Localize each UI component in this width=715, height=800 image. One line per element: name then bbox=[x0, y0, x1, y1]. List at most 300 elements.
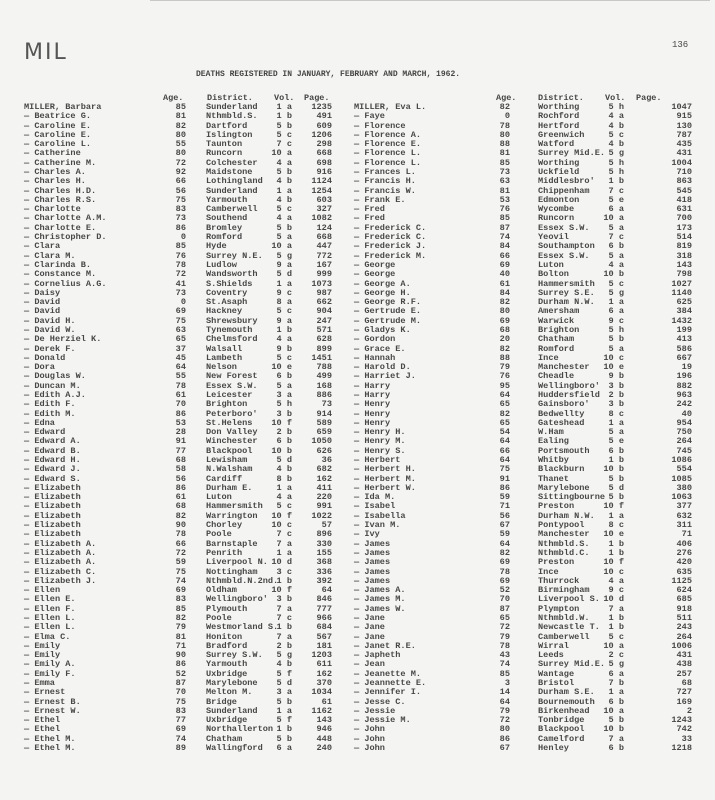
entry-age: 64 bbox=[499, 389, 510, 400]
entry-name: — Emily A. bbox=[24, 659, 76, 670]
entry-page: 240 bbox=[316, 743, 332, 753]
entry-vol: 5 a bbox=[608, 250, 624, 261]
entry-page: 685 bbox=[676, 594, 692, 605]
entry-vol: 1 a bbox=[276, 102, 292, 112]
entry-page: 682 bbox=[316, 464, 332, 475]
entry-age: 85 bbox=[499, 668, 510, 679]
entry-vol: 7 a bbox=[276, 603, 292, 614]
entry-district: Wellingboro' bbox=[206, 594, 268, 605]
entry-district: Plympton bbox=[538, 603, 580, 614]
entry-district: Brighton bbox=[538, 324, 580, 335]
entry-age: 59 bbox=[499, 529, 510, 540]
entry-name: — Grace E. bbox=[354, 343, 406, 354]
entry-page: 1085 bbox=[671, 473, 692, 484]
entry-name: — Fred bbox=[354, 204, 385, 215]
entry-age: 72 bbox=[499, 622, 510, 633]
entry-district: Camelford bbox=[538, 733, 585, 744]
register-entry bbox=[0, 595, 715, 604]
entry-vol: 5 b bbox=[608, 334, 624, 345]
entry-vol: 10 a bbox=[271, 148, 292, 159]
entry-district: Uxbridge bbox=[206, 715, 248, 726]
entry-vol: 5 h bbox=[608, 324, 624, 335]
entry-name: — David bbox=[24, 297, 61, 308]
entry-age: 73 bbox=[175, 287, 186, 298]
entry-page: 745 bbox=[676, 445, 692, 456]
entry-age: 82 bbox=[499, 343, 510, 354]
entry-page: 896 bbox=[316, 529, 332, 540]
entry-page: 247 bbox=[316, 315, 332, 326]
entry-age: 82 bbox=[175, 120, 186, 131]
entry-page: 586 bbox=[676, 343, 692, 354]
entry-vol: 4 b bbox=[608, 120, 624, 131]
entry-district: Southend bbox=[206, 213, 248, 224]
entry-district: Warrington bbox=[206, 510, 258, 521]
entry-district: Runcorn bbox=[206, 148, 243, 159]
entry-vol: 5 a bbox=[608, 427, 624, 438]
entry-name: — Harriet J. bbox=[354, 371, 416, 382]
entry-vol: 1 b bbox=[608, 176, 624, 187]
entry-district: Northallerton bbox=[206, 724, 274, 735]
entry-name: — George A. bbox=[354, 278, 411, 289]
entry-page: 626 bbox=[316, 445, 332, 456]
entry-name: — Derek F. bbox=[24, 343, 76, 354]
entry-district: Hackney bbox=[206, 306, 243, 317]
entry-vol: 4 b bbox=[276, 194, 292, 205]
index-letters: MIL bbox=[24, 40, 68, 65]
entry-page: 143 bbox=[316, 715, 332, 726]
entry-page: 181 bbox=[316, 640, 332, 651]
register-entry bbox=[0, 270, 715, 279]
entry-name: — Ellen E. bbox=[24, 594, 76, 605]
entry-vol: 10 a bbox=[603, 213, 624, 224]
entry-age: 86 bbox=[499, 482, 510, 493]
entry-district: Yeovil bbox=[538, 232, 569, 243]
entry-age: 74 bbox=[175, 733, 186, 744]
entry-name: — Edward H. bbox=[24, 455, 81, 466]
entry-district: Ealing bbox=[538, 436, 569, 447]
entry-district: Blackpool bbox=[538, 724, 585, 735]
entry-name: — Elizabeth bbox=[24, 492, 81, 503]
entry-age: 78 bbox=[175, 259, 186, 270]
entry-name: — Constance M. bbox=[24, 269, 97, 280]
entry-age: 82 bbox=[499, 408, 510, 419]
entry-age: 86 bbox=[499, 733, 510, 744]
entry-vol: 10 e bbox=[603, 362, 624, 373]
entry-vol: 5 a bbox=[608, 343, 624, 354]
entry-district: Nthmbld.C. bbox=[538, 547, 590, 558]
entry-district: Wantage bbox=[538, 668, 575, 679]
entry-age: 55 bbox=[175, 139, 186, 150]
entry-page: 1086 bbox=[671, 455, 692, 466]
entry-name: — Ellen bbox=[24, 585, 61, 596]
entry-age: 61 bbox=[175, 492, 186, 503]
entry-name: — Jennifer I. bbox=[354, 687, 422, 698]
entry-name: — Henry H. bbox=[354, 427, 406, 438]
entry-district: Leeds bbox=[538, 650, 564, 661]
entry-page: 1082 bbox=[311, 213, 332, 224]
entry-vol: 6 b bbox=[608, 743, 624, 753]
entry-age: 72 bbox=[175, 269, 186, 280]
entry-district: Huddersfield bbox=[538, 389, 600, 400]
entry-page: 611 bbox=[316, 659, 332, 670]
entry-name: — James bbox=[354, 547, 391, 558]
entry-age: 76 bbox=[175, 250, 186, 261]
entry-age: 65 bbox=[499, 612, 510, 623]
entry-age: 66 bbox=[175, 538, 186, 549]
entry-age: 78 bbox=[175, 529, 186, 540]
entry-page: 1218 bbox=[671, 743, 692, 753]
left-header-age: Age. bbox=[163, 93, 184, 103]
entry-vol: 5 f bbox=[276, 715, 292, 726]
entry-page: 631 bbox=[676, 204, 692, 215]
entry-vol: 8 c bbox=[608, 408, 624, 419]
entry-vol: 10 f bbox=[271, 585, 292, 596]
entry-age: 55 bbox=[175, 371, 186, 382]
entry-name: — Hannah bbox=[354, 352, 396, 363]
entry-age: 63 bbox=[499, 176, 510, 187]
entry-page: 1124 bbox=[311, 176, 332, 187]
entry-vol: 7 b bbox=[608, 677, 624, 688]
entry-district: Melton M. bbox=[206, 687, 253, 698]
entry-page: 499 bbox=[316, 371, 332, 382]
left-header-vol: Vol. bbox=[274, 93, 295, 103]
entry-age: 56 bbox=[175, 473, 186, 484]
entry-name: — Frederick J. bbox=[354, 241, 427, 252]
entry-age: 69 bbox=[499, 575, 510, 586]
entry-vol: 5 g bbox=[608, 148, 624, 159]
entry-district: Sittingbourne bbox=[538, 492, 606, 503]
entry-vol: 2 c bbox=[608, 650, 624, 661]
entry-age: 69 bbox=[499, 315, 510, 326]
entry-page: 846 bbox=[316, 594, 332, 605]
entry-page: 511 bbox=[676, 612, 692, 623]
entry-page: 384 bbox=[676, 306, 692, 317]
entry-age: 3 bbox=[504, 677, 510, 688]
entry-vol: 9 b bbox=[608, 371, 624, 382]
entry-page: 435 bbox=[676, 139, 692, 150]
entry-district: Nthmbld.N.2nd. bbox=[206, 575, 279, 586]
entry-page: 914 bbox=[316, 408, 332, 419]
entry-name: — Elizabeth bbox=[24, 529, 81, 540]
entry-page: 61 bbox=[321, 696, 332, 707]
entry-district: Bolton bbox=[538, 269, 569, 280]
entry-page: 330 bbox=[316, 538, 332, 549]
entry-name: — Ellen L. bbox=[24, 622, 76, 633]
entry-name: — Dora bbox=[24, 362, 55, 373]
entry-vol: 1 a bbox=[276, 547, 292, 558]
entry-page: 368 bbox=[316, 557, 332, 568]
entry-name: — Charles R.S. bbox=[24, 194, 97, 205]
entry-vol: 5 a bbox=[276, 380, 292, 391]
entry-district: St.Helens bbox=[206, 417, 253, 428]
entry-vol: 1 a bbox=[608, 417, 624, 428]
entry-vol: 1 b bbox=[608, 612, 624, 623]
entry-name: — George bbox=[354, 269, 396, 280]
entry-age: 85 bbox=[175, 102, 186, 112]
entry-district: Warwick bbox=[538, 315, 575, 326]
entry-district: Rochford bbox=[538, 111, 580, 122]
entry-vol: 7 c bbox=[276, 612, 292, 623]
entry-page: 1206 bbox=[311, 129, 332, 140]
entry-district: W.Ham bbox=[538, 427, 564, 438]
entry-age: 73 bbox=[175, 213, 186, 224]
entry-district: Colchester bbox=[206, 157, 258, 168]
entry-page: 418 bbox=[676, 194, 692, 205]
entry-district: Preston bbox=[538, 557, 575, 568]
entry-age: 67 bbox=[499, 520, 510, 531]
entry-vol: 4 b bbox=[276, 659, 292, 670]
entry-page: 130 bbox=[676, 120, 692, 131]
entry-age: 86 bbox=[175, 222, 186, 233]
entry-page: 1063 bbox=[671, 492, 692, 503]
entry-age: 82 bbox=[499, 547, 510, 558]
entry-vol: 6 a bbox=[608, 668, 624, 679]
entry-age: 74 bbox=[175, 575, 186, 586]
entry-page: 2 bbox=[686, 705, 692, 716]
entry-name: — Elizabeth bbox=[24, 501, 81, 512]
entry-vol: 8 a bbox=[276, 297, 292, 308]
entry-age: 0 bbox=[180, 232, 186, 243]
entry-district: Winchester bbox=[206, 436, 258, 447]
entry-name: — Frederick M. bbox=[354, 250, 427, 261]
entry-name: — Harold D. bbox=[354, 362, 411, 373]
entry-page: 1034 bbox=[311, 687, 332, 698]
entry-age: 85 bbox=[499, 213, 510, 224]
entry-page: 162 bbox=[316, 668, 332, 679]
entry-age: 69 bbox=[499, 259, 510, 270]
entry-vol: 5 c bbox=[608, 129, 624, 140]
entry-page: 1050 bbox=[311, 436, 332, 447]
entry-district: Liverpool N. bbox=[206, 557, 268, 568]
entry-name: — Elizabeth bbox=[24, 510, 81, 521]
entry-name: — Beatrice G. bbox=[24, 111, 92, 122]
entry-name: — Ernest W. bbox=[24, 705, 81, 716]
entry-page: 257 bbox=[676, 668, 692, 679]
entry-vol: 6 b bbox=[276, 436, 292, 447]
entry-name: — George R.F. bbox=[354, 297, 422, 308]
entry-district: Nelson bbox=[206, 362, 237, 373]
entry-vol: 1 b bbox=[276, 324, 292, 335]
entry-age: 65 bbox=[499, 399, 510, 410]
entry-district: Chorley bbox=[206, 520, 243, 531]
entry-vol: 10 d bbox=[603, 594, 624, 605]
entry-vol: 1 b bbox=[608, 455, 624, 466]
entry-age: 20 bbox=[499, 334, 510, 345]
entry-page: 1140 bbox=[671, 287, 692, 298]
entry-age: 91 bbox=[499, 473, 510, 484]
entry-district: Gateshead bbox=[538, 417, 585, 428]
entry-name: — Frederick C. bbox=[354, 222, 427, 233]
entry-district: Essex S.W. bbox=[538, 222, 590, 233]
entry-district: Surrey N.E. bbox=[206, 250, 263, 261]
entry-district: Runcorn bbox=[538, 213, 575, 224]
entry-page: 916 bbox=[316, 167, 332, 178]
entry-vol: 5 f bbox=[276, 668, 292, 679]
entry-age: 56 bbox=[499, 510, 510, 521]
entry-vol: 5 g bbox=[608, 659, 624, 670]
entry-age: 75 bbox=[499, 464, 510, 475]
left-header-page: Page. bbox=[304, 93, 330, 103]
entry-district: Yarmouth bbox=[206, 659, 248, 670]
entry-vol: 1 a bbox=[276, 482, 292, 493]
entry-district: Thurrock bbox=[538, 575, 580, 586]
entry-vol: 1 b bbox=[608, 547, 624, 558]
entry-name: — Edward S. bbox=[24, 473, 81, 484]
entry-name: — Clara bbox=[24, 241, 61, 252]
entry-vol: 4 a bbox=[608, 111, 624, 122]
entry-district: Romford bbox=[206, 232, 243, 243]
entry-page: 886 bbox=[316, 389, 332, 400]
entry-district: Blackburn bbox=[538, 464, 585, 475]
entry-page: 899 bbox=[316, 343, 332, 354]
entry-age: 67 bbox=[499, 743, 510, 753]
entry-name: — Charles A. bbox=[24, 167, 86, 178]
entry-page: 772 bbox=[316, 250, 332, 261]
entry-age: 74 bbox=[499, 659, 510, 670]
entry-name: — Edith A.J. bbox=[24, 389, 86, 400]
entry-vol: 6 a bbox=[276, 743, 292, 753]
entry-page: 370 bbox=[316, 677, 332, 688]
entry-name: — Fred bbox=[354, 213, 385, 224]
entry-district: Essex S.W. bbox=[206, 380, 258, 391]
entry-page: 36 bbox=[321, 455, 332, 466]
entry-district: Watford bbox=[538, 139, 575, 150]
entry-page: 589 bbox=[316, 417, 332, 428]
entry-page: 169 bbox=[676, 696, 692, 707]
register-entry bbox=[0, 335, 715, 344]
entry-age: 81 bbox=[175, 631, 186, 642]
entry-page: 915 bbox=[676, 111, 692, 122]
entry-name: — Jessie M. bbox=[354, 715, 411, 726]
entry-page: 71 bbox=[681, 529, 692, 540]
entry-district: Blackpool bbox=[206, 445, 253, 456]
entry-name: — Florence A. bbox=[354, 129, 422, 140]
entry-vol: 6 a bbox=[608, 204, 624, 215]
entry-vol: 5 b bbox=[276, 733, 292, 744]
entry-district: Durham N.W. bbox=[538, 297, 595, 308]
entry-district: N.Walsham bbox=[206, 464, 253, 475]
entry-age: 52 bbox=[499, 585, 510, 596]
entry-name: — Jeanette M. bbox=[354, 668, 422, 679]
entry-district: Essex S.W. bbox=[538, 250, 590, 261]
entry-name: — Elizabeth bbox=[24, 520, 81, 531]
entry-district: Wellingboro' bbox=[538, 380, 600, 391]
entry-district: Bournemouth bbox=[538, 696, 595, 707]
entry-district: Peterboro' bbox=[206, 408, 258, 419]
entry-district: Hyde bbox=[206, 241, 227, 252]
entry-age: 37 bbox=[175, 343, 186, 354]
entry-name: — Jeannette E. bbox=[354, 677, 427, 688]
entry-name: — Ethel bbox=[24, 715, 61, 726]
register-entry bbox=[0, 112, 715, 121]
entry-vol: 10 b bbox=[271, 445, 292, 456]
entry-name: — Duncan M. bbox=[24, 380, 81, 391]
entry-vol: 7 c bbox=[276, 139, 292, 150]
entry-vol: 5 e bbox=[608, 194, 624, 205]
entry-page: 311 bbox=[676, 520, 692, 531]
entry-page: 327 bbox=[316, 204, 332, 215]
entry-age: 64 bbox=[499, 455, 510, 466]
entry-age: 78 bbox=[175, 380, 186, 391]
entry-district: Chelmsford bbox=[206, 334, 258, 345]
page-title: DEATHS REGISTERED IN JANUARY, FEBRUARY AND MARCH, 1962. bbox=[196, 70, 461, 79]
entry-district: Honiton bbox=[206, 631, 243, 642]
entry-district: Worthing bbox=[538, 157, 580, 168]
entry-age: 92 bbox=[175, 167, 186, 178]
entry-page: 243 bbox=[676, 622, 692, 633]
entry-page: 33 bbox=[681, 733, 692, 744]
entry-name: — Gertrude M. bbox=[354, 315, 422, 326]
entry-age: 86 bbox=[175, 482, 186, 493]
entry-vol: 5 b bbox=[276, 167, 292, 178]
entry-vol: 3 a bbox=[276, 389, 292, 400]
entry-page: 19 bbox=[681, 362, 692, 373]
entry-name: MILLER, Eva L. bbox=[354, 102, 427, 112]
entry-name: — Charlotte bbox=[24, 204, 81, 215]
entry-age: 87 bbox=[175, 677, 186, 688]
entry-age: 59 bbox=[499, 492, 510, 503]
entry-vol: 1 b bbox=[276, 724, 292, 735]
entry-name: — Faye bbox=[354, 111, 385, 122]
entry-age: 58 bbox=[175, 464, 186, 475]
entry-page: 667 bbox=[676, 352, 692, 363]
entry-vol: 5 b bbox=[608, 492, 624, 503]
entry-vol: 10 a bbox=[603, 705, 624, 716]
entry-name: — Elizabeth bbox=[24, 482, 81, 493]
entry-district: Luton bbox=[206, 492, 232, 503]
entry-name: — Ivy bbox=[354, 529, 380, 540]
entry-page: 659 bbox=[316, 427, 332, 438]
entry-age: 82 bbox=[499, 297, 510, 308]
entry-page: 1073 bbox=[311, 278, 332, 289]
entry-vol: 1 b bbox=[276, 111, 292, 122]
entry-vol: 5 a bbox=[276, 232, 292, 243]
entry-name: — Edward B. bbox=[24, 445, 81, 456]
entry-age: 77 bbox=[175, 445, 186, 456]
entry-age: 83 bbox=[175, 204, 186, 215]
entry-page: 554 bbox=[676, 464, 692, 475]
entry-age: 43 bbox=[499, 650, 510, 661]
entry-age: 91 bbox=[175, 436, 186, 447]
entry-district: Ince bbox=[538, 352, 559, 363]
entry-vol: 5 a bbox=[608, 222, 624, 233]
entry-name: — Frances L. bbox=[354, 167, 416, 178]
entry-page: 431 bbox=[676, 148, 692, 159]
entry-vol: 4 a bbox=[276, 157, 292, 168]
entry-name: — Catherine bbox=[24, 148, 81, 159]
entry-name: — James M. bbox=[354, 594, 406, 605]
entry-district: Chatham bbox=[206, 733, 243, 744]
entry-page: 882 bbox=[676, 380, 692, 391]
entry-page: 1022 bbox=[311, 510, 332, 521]
entry-age: 52 bbox=[175, 668, 186, 679]
entry-district: St.Asaph bbox=[206, 297, 248, 308]
entry-name: — Emily F. bbox=[24, 668, 76, 679]
entry-age: 89 bbox=[175, 743, 186, 753]
entry-age: 69 bbox=[175, 585, 186, 596]
entry-name: — Janet R.E. bbox=[354, 640, 416, 651]
right-header-page: Page. bbox=[636, 93, 662, 103]
entry-page: 199 bbox=[676, 324, 692, 335]
entry-age: 68 bbox=[499, 324, 510, 335]
entry-age: 28 bbox=[175, 427, 186, 438]
entry-vol: 3 a bbox=[276, 687, 292, 698]
entry-page: 447 bbox=[316, 241, 332, 252]
entry-vol: 4 a bbox=[608, 575, 624, 586]
entry-vol: 5 b bbox=[276, 120, 292, 131]
entry-vol: 5 b bbox=[608, 473, 624, 484]
entry-age: 69 bbox=[175, 306, 186, 317]
